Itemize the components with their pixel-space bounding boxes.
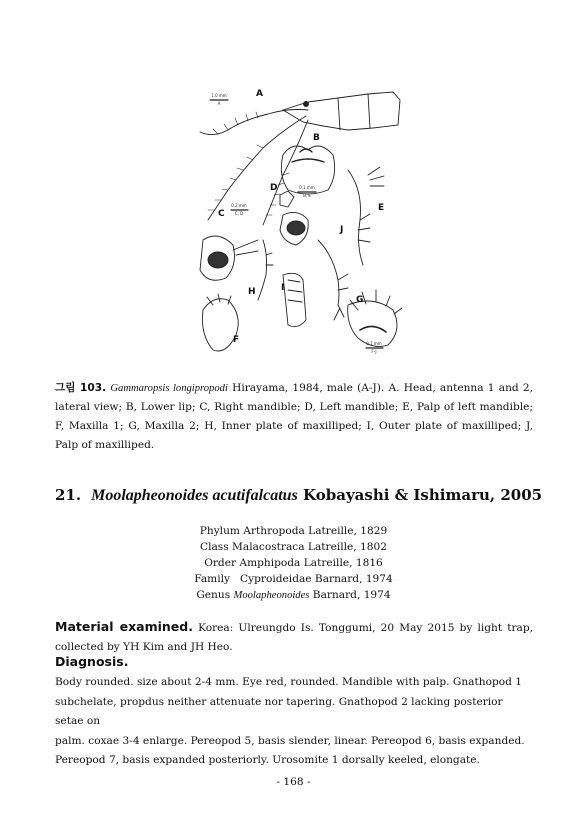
- caption-label: 그림 103.: [55, 382, 107, 394]
- panel-a-head-antennae: [200, 92, 400, 225]
- material-examined: [55, 617, 533, 657]
- taxonomy-block: [0, 523, 587, 604]
- panel-label-d: D: [270, 183, 278, 193]
- species-number: 21.: [55, 486, 82, 504]
- panel-j-palp: [318, 240, 348, 320]
- material-text: Korea: Ulreungdo Is. Tonggumi, 20 May 2015 by light trap, collected by YH Kim and JH Heo.: [55, 622, 533, 653]
- diagnosis-label: Diagnosis.: [55, 654, 129, 669]
- panel-label-a: A: [256, 89, 263, 99]
- diagnosis-line: palm. coxae 3-4 enlarge. Pereopod 5, basis slender, linear. Pereopod 6, basis expanded.: [55, 734, 525, 747]
- species-authority: Kobayashi & Ishimaru, 2005: [297, 486, 543, 504]
- diagnosis-line: subchelate, propdus neither attenuate nor tapering. Gnathopod 2 lacking posterior setae on: [55, 695, 503, 727]
- scale-label-a: 1.0 mm: [211, 93, 227, 98]
- taxonomy-order: Order Amphipoda Latreille, 1816: [204, 557, 383, 569]
- panel-label-c: C: [218, 209, 225, 219]
- caption-text: Hirayama, 1984, male (A-J). A. Head, antenna 1 and 2, lateral view; B, Lower lip; C, Right mandible; D, Left mandible; E, Palp of left mandible; F, Maxilla 1; G, Maxilla 2; H, Inner plate of maxilliped; I, Outer plate of maxilliped; J, Palp of maxilliped.: [55, 382, 534, 451]
- genus-name: Moolapheonoides: [233, 590, 310, 601]
- taxonomy-class: Class Malacostraca Latreille, 1802: [200, 541, 387, 553]
- panel-label-b: B: [313, 133, 320, 143]
- panel-label-i: I: [281, 283, 285, 293]
- taxonomy-family: Family Cyproideidae Barnard, 1974: [194, 573, 393, 585]
- figure-plate: [188, 80, 408, 370]
- amphipod-illustration: [188, 80, 408, 370]
- scale-sub-cd: C, D: [234, 211, 244, 216]
- scale-sub-be: B, E: [303, 193, 311, 198]
- caption-species: Gammaropsis longipropodi: [110, 383, 228, 394]
- material-label: Material examined.: [55, 619, 193, 634]
- figure-caption: [55, 379, 533, 455]
- genus-suffix: Barnard, 1974: [309, 589, 391, 601]
- scale-sub-a: A: [217, 101, 221, 106]
- panel-c-right-mandible: [200, 212, 308, 280]
- panel-label-f: F: [233, 335, 240, 345]
- species-heading: [55, 486, 543, 505]
- genus-prefix: Genus: [196, 589, 234, 601]
- taxonomy-genus: [0, 587, 587, 604]
- species-name: Moolapheonoides acutifalcatus: [91, 487, 298, 504]
- panel-label-g: G: [356, 295, 364, 305]
- diagnosis-line: Pereopod 7, basis expanded posteriorly. Urosomite 1 dorsally keeled, elongate.: [55, 754, 480, 766]
- scale-label-cd: 0.2 mm: [231, 203, 247, 208]
- diagnosis-text: [55, 673, 533, 771]
- scale-label-fj: 0.1 mm: [366, 341, 382, 346]
- panel-label-e: E: [378, 203, 385, 213]
- taxonomy-phylum: Phylum Arthropoda Latreille, 1829: [199, 525, 388, 537]
- panel-label-h: H: [248, 287, 256, 297]
- scale-label-be: 0.1 mm: [299, 185, 315, 190]
- page-number: - 168 -: [276, 776, 311, 788]
- diagnosis-line: Body rounded. size about 2-4 mm. Eye red, rounded. Mandible with palp. Gnathopod 1: [55, 676, 523, 688]
- panel-label-j: J: [340, 225, 344, 235]
- scale-sub-fj: F-J: [371, 349, 377, 354]
